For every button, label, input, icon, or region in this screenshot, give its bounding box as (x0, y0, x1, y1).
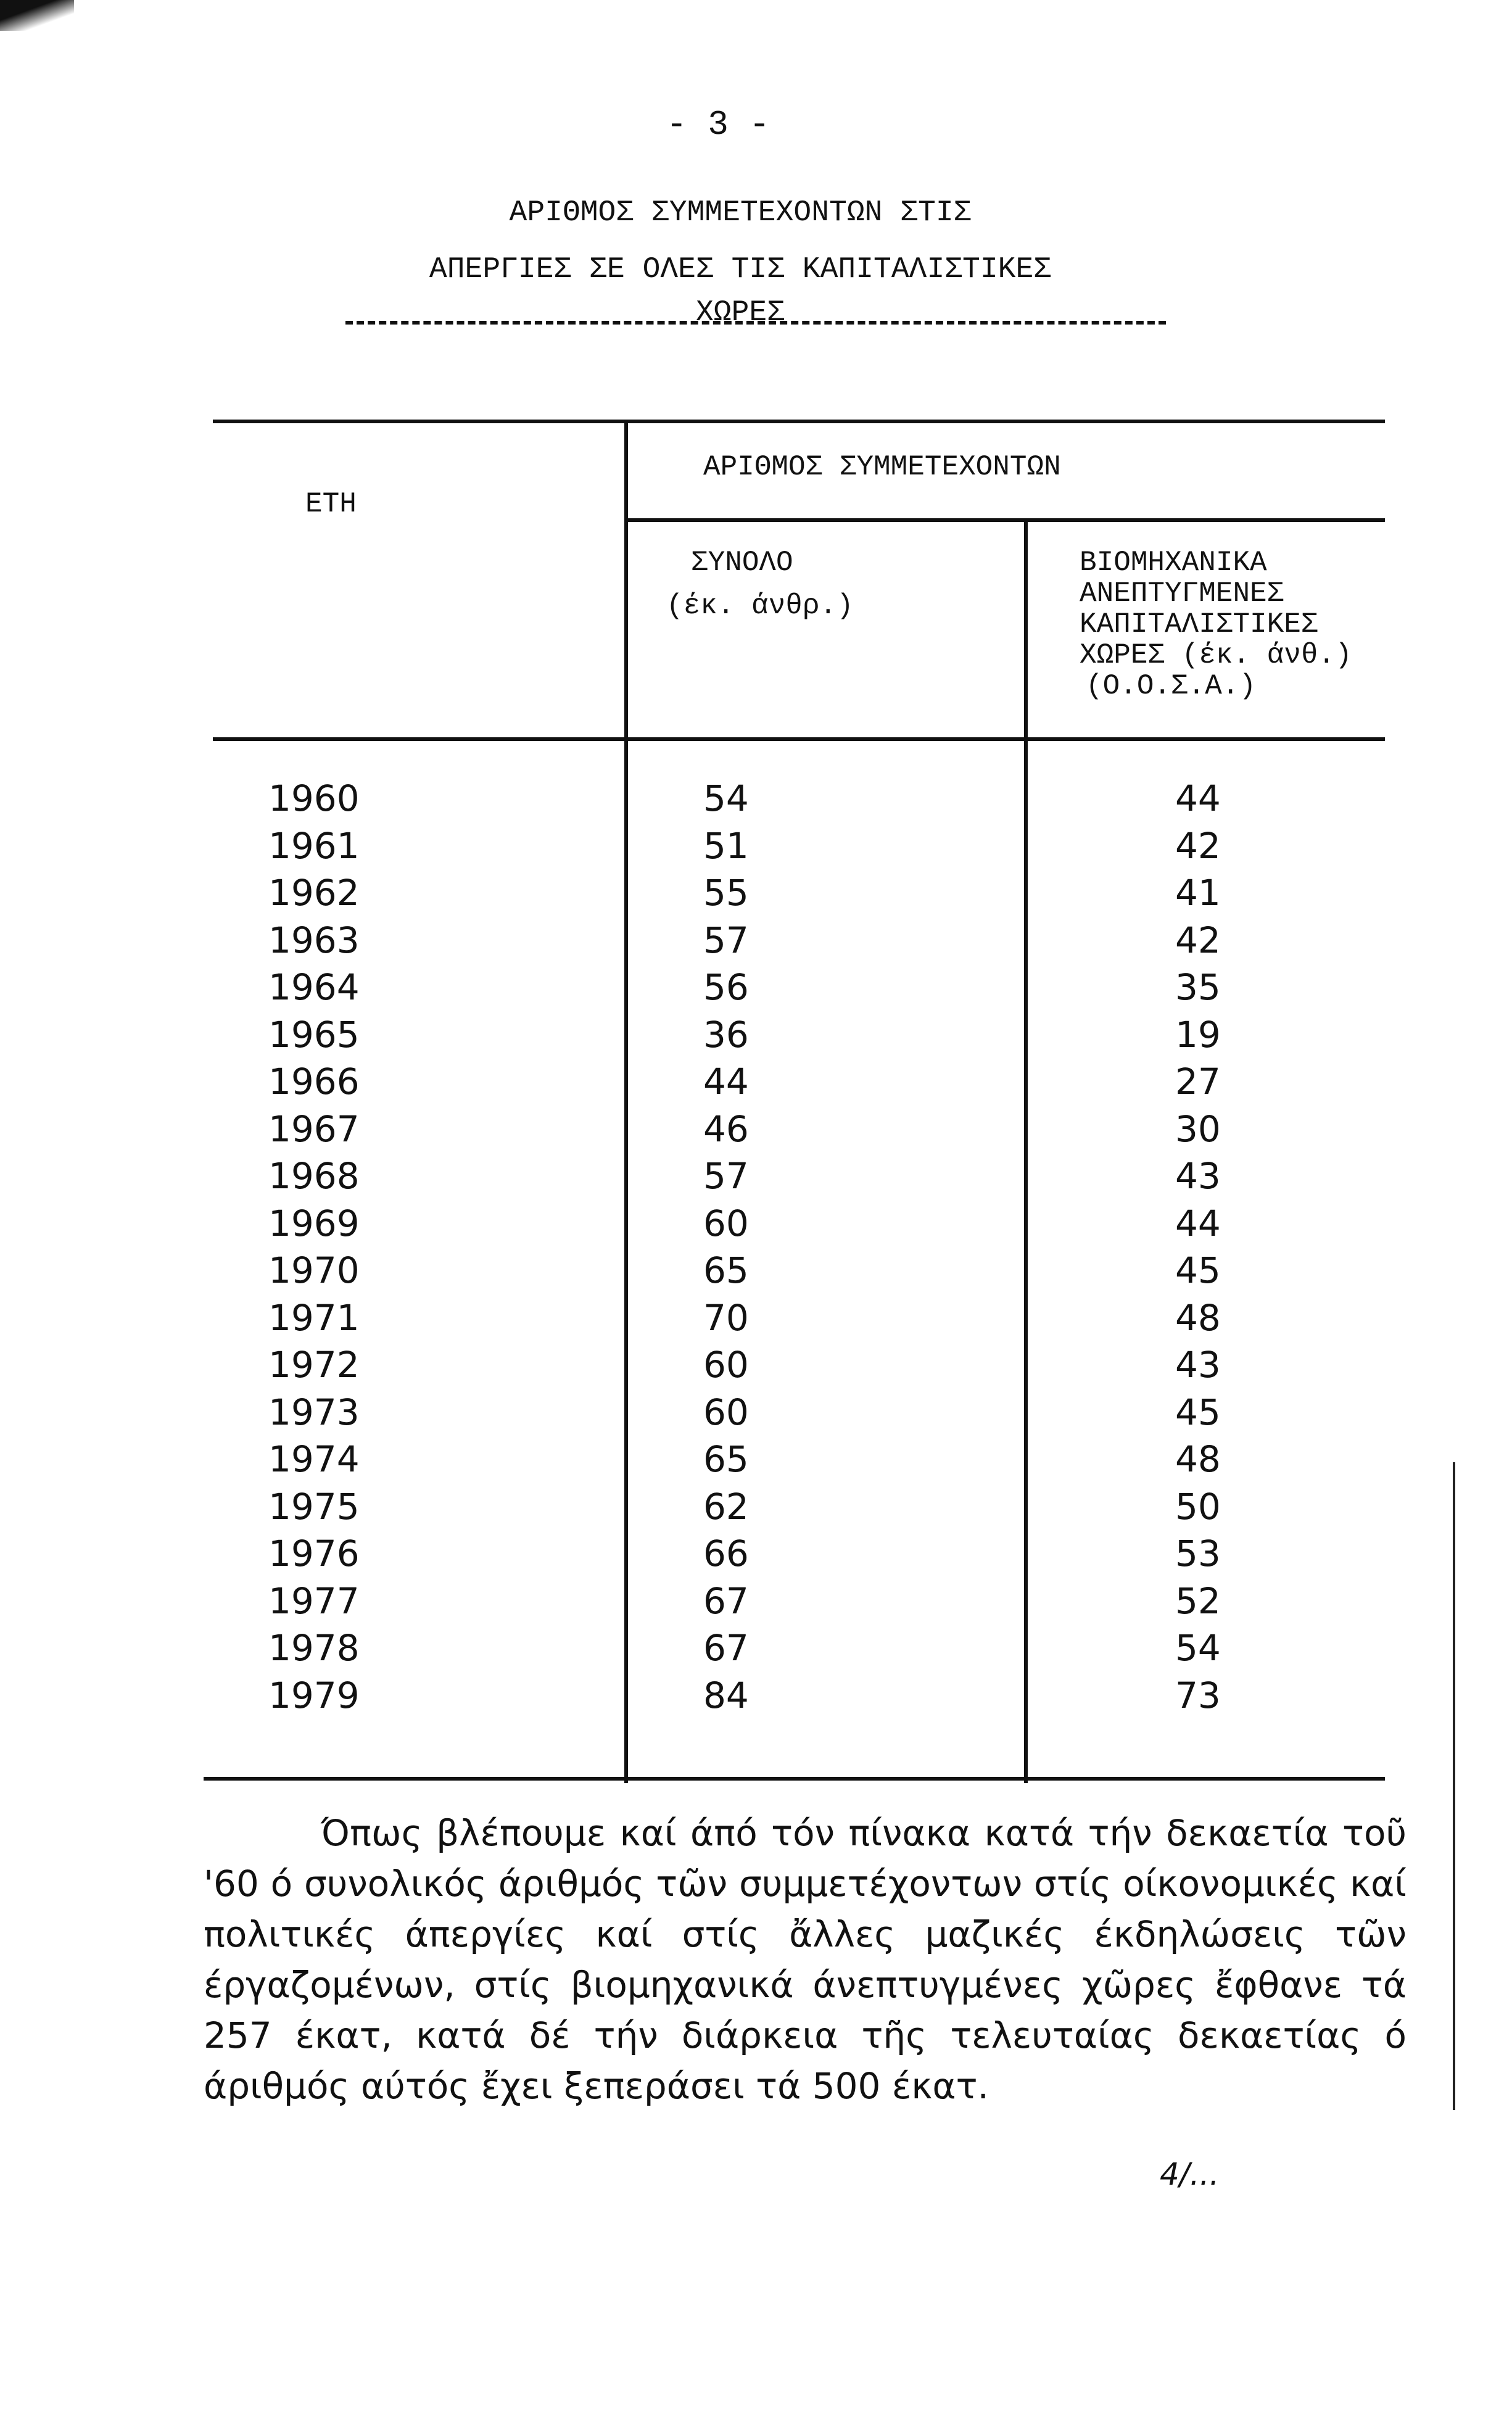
title-line-2: ΑΠΕΡΓΙΕΣ ΣΕ ΟΛΕΣ ΤΙΣ ΚΑΠΙΤΑΛΙΣΤΙΚΕΣ (429, 253, 1052, 286)
table-cell-year: 1967 (268, 1108, 360, 1150)
table-cell-developed: 43 (1175, 1155, 1221, 1197)
table-cell-developed: 35 (1175, 966, 1221, 1008)
header-developed-line4: ΧΩΡΕΣ (έκ. άνθ.) (1080, 639, 1352, 671)
table-cell-year: 1971 (268, 1297, 360, 1339)
header-participants: ΑΡΙΘΜΟΣ ΣΥΜΜΕΤΕΧΟΝΤΩΝ (703, 451, 1061, 483)
table-cell-year: 1972 (268, 1344, 360, 1386)
table-bottom-rule (204, 1777, 1385, 1781)
table-cell-total: 60 (703, 1202, 749, 1244)
table-cell-total: 65 (703, 1438, 749, 1480)
table-cell-developed: 41 (1175, 872, 1221, 914)
column-divider-2 (1024, 518, 1028, 1783)
title-line-1: ΑΡΙΘΜΟΣ ΣΥΜΜΕΤΕΧΟΝΤΩΝ ΣΤΙΣ (509, 196, 972, 230)
table-cell-developed: 45 (1175, 1249, 1221, 1291)
table-cell-total: 60 (703, 1344, 749, 1386)
table-cell-developed: 54 (1175, 1627, 1221, 1669)
table-cell-developed: 30 (1175, 1108, 1221, 1150)
table-cell-total: 56 (703, 966, 749, 1008)
table-cell-developed: 19 (1175, 1014, 1221, 1056)
title-underline (345, 321, 1166, 325)
table-cell-developed: 52 (1175, 1580, 1221, 1622)
group-header-rule (626, 518, 1385, 522)
column-divider-1 (624, 420, 628, 1783)
header-developed-line3: ΚΑΠΙΤΑΛΙΣΤΙΚΕΣ (1080, 608, 1318, 640)
table-cell-developed: 44 (1175, 1202, 1221, 1244)
table-cell-developed: 42 (1175, 919, 1221, 961)
table-cell-year: 1968 (268, 1155, 360, 1197)
table-cell-developed: 44 (1175, 777, 1221, 819)
table-cell-year: 1960 (268, 777, 360, 819)
table-cell-total: 67 (703, 1627, 749, 1669)
table-cell-year: 1970 (268, 1249, 360, 1291)
table-cell-year: 1961 (268, 825, 360, 867)
table-cell-developed: 50 (1175, 1486, 1221, 1528)
table-cell-year: 1969 (268, 1202, 360, 1244)
table-cell-total: 57 (703, 919, 749, 961)
table-cell-developed: 73 (1175, 1674, 1221, 1716)
table-cell-developed: 48 (1175, 1438, 1221, 1480)
table-cell-year: 1974 (268, 1438, 360, 1480)
table-cell-year: 1979 (268, 1674, 360, 1716)
table-cell-developed: 27 (1175, 1061, 1221, 1103)
table-cell-year: 1962 (268, 872, 360, 914)
table-cell-year: 1975 (268, 1486, 360, 1528)
table-cell-total: 57 (703, 1155, 749, 1197)
table-cell-year: 1977 (268, 1580, 360, 1622)
scan-corner-artifact (0, 0, 74, 31)
table-cell-total: 51 (703, 825, 749, 867)
table-cell-year: 1976 (268, 1533, 360, 1575)
table-top-rule (213, 420, 1385, 423)
header-developed-line5: (Ο.Ο.Σ.Α.) (1086, 670, 1257, 702)
table-cell-total: 66 (703, 1533, 749, 1575)
table-cell-year: 1964 (268, 966, 360, 1008)
body-paragraph (204, 1808, 1407, 2111)
header-developed-line1: ΒΙΟΜΗΧΑΝΙΚΑ (1080, 547, 1267, 579)
table-cell-total: 70 (703, 1297, 749, 1339)
continuation-marker: 4/... (1160, 2156, 1220, 2192)
table-cell-total: 46 (703, 1108, 749, 1150)
header-bottom-rule (213, 737, 1385, 741)
table-cell-total: 67 (703, 1580, 749, 1622)
table-cell-total: 62 (703, 1486, 749, 1528)
table-cell-total: 84 (703, 1674, 749, 1716)
table-cell-total: 60 (703, 1391, 749, 1433)
table-cell-year: 1966 (268, 1061, 360, 1103)
table-cell-total: 36 (703, 1014, 749, 1056)
table-cell-developed: 43 (1175, 1344, 1221, 1386)
table-cell-total: 65 (703, 1249, 749, 1291)
table-cell-developed: 42 (1175, 825, 1221, 867)
paragraph-text: Όπως βλέπουμε καί άπό τόν πίνακα κατά τήν δεκαετία τοῦ '60 ό συνολικός άριθμός τῶν συμμετέχοντων στίς οίκονομικές καί πολιτικές άπεργίες καί στίς ἄλλες μαζικές έκδηλώσεις τῶν έργαζομένων, στίς βιομηχανικά άνεπτυγμένες χῶρες ἔφθανε τά 257 έκατ, κατά δέ τήν διάρκεια τῆς τελευταίας δεκαετίας ό άριθμός αύτός ἔχει ξεπεράσει τά 500 έκατ. (204, 1812, 1407, 2107)
table-cell-year: 1973 (268, 1391, 360, 1433)
table-cell-total: 54 (703, 777, 749, 819)
table-cell-developed: 45 (1175, 1391, 1221, 1433)
table-cell-year: 1963 (268, 919, 360, 961)
table-cell-year: 1965 (268, 1014, 360, 1056)
title-line-3: ΧΩΡΕΣ (695, 296, 785, 329)
header-total-line1: ΣΥΝΟΛΟ (691, 547, 793, 579)
margin-mark (1453, 1462, 1455, 2110)
page-number: - 3 - (666, 105, 770, 144)
header-total-line2: (έκ. άνθρ.) (666, 590, 854, 622)
table-cell-total: 44 (703, 1061, 749, 1103)
table-cell-total: 55 (703, 872, 749, 914)
table-cell-developed: 48 (1175, 1297, 1221, 1339)
header-developed-line2: ΑΝΕΠΤΥΓΜΕΝΕΣ (1080, 577, 1284, 610)
table-cell-year: 1978 (268, 1627, 360, 1669)
table-cell-developed: 53 (1175, 1533, 1221, 1575)
header-years: ΕΤΗ (305, 488, 357, 520)
